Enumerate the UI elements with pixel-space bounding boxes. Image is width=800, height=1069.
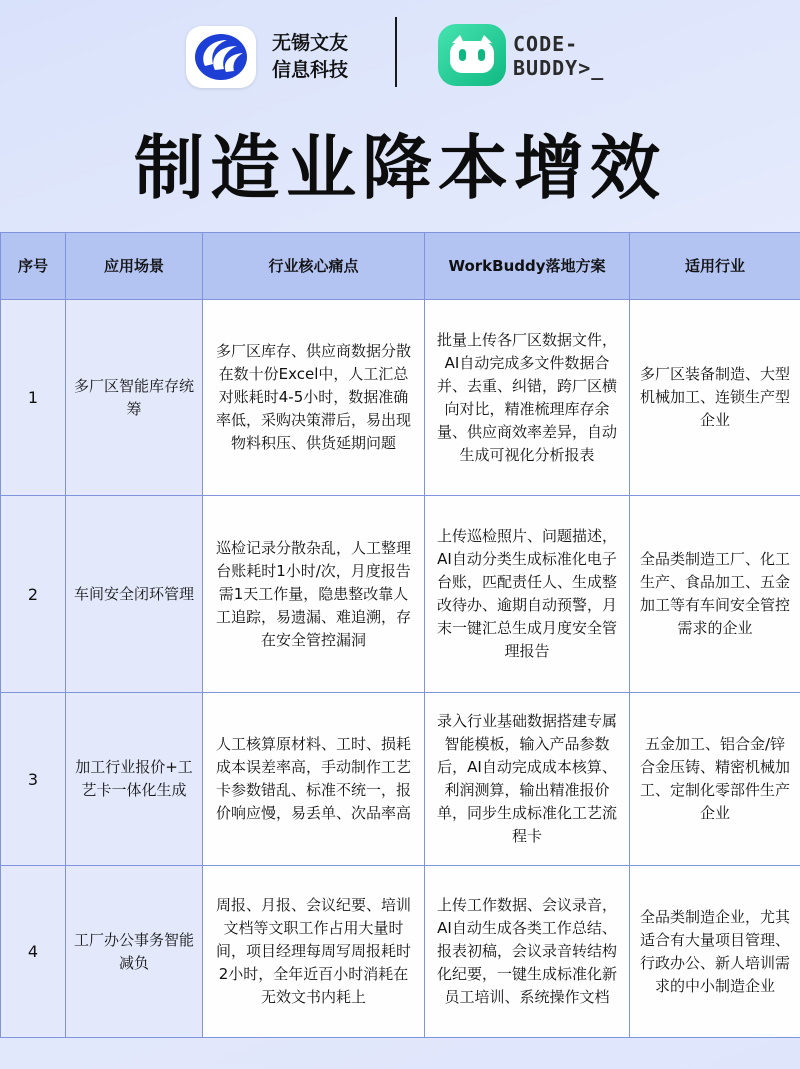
swirl-logo-icon: [193, 32, 249, 82]
row-index: 4: [1, 866, 66, 1038]
codebuddy-logo: [438, 24, 506, 86]
row-scene: 车间安全闭环管理: [66, 496, 203, 693]
logo-bar: [0, 0, 800, 110]
company-name-line-1: 无锡文友: [272, 32, 349, 54]
column-header-scene: 应用场景: [66, 233, 203, 300]
table-row: [1, 866, 800, 1038]
row-solution: 录入行业基础数据搭建专属智能模板，输入产品参数后，AI自动完成成本核算、利润测算，输出精准报价单，同步生成标准化工艺流程卡: [425, 693, 630, 866]
row-industry: 全品类制造企业，尤其适合有大量项目管理、行政办公、新人培训需求的中小制造企业: [630, 866, 800, 1038]
row-solution: 上传工作数据、会议录音，AI自动生成各类工作总结、报表初稿，会议录音转结构化纪要，一键生成标准化新员工培训、系统操作文档: [425, 866, 630, 1038]
table-row: [1, 496, 800, 693]
wuxi-wenyou-logo: [186, 26, 256, 88]
row-industry: 多厂区装备制造、大型机械加工、连锁生产型企业: [630, 300, 800, 496]
company-name-line-2: 信息科技: [272, 59, 349, 81]
codebuddy-brand-text: [513, 32, 623, 80]
column-header-solution: WorkBuddy落地方案: [425, 233, 630, 300]
row-solution: 批量上传各厂区数据文件，AI自动完成多文件数据合并、去重、纠错，跨厂区横向对比，精准梳理库存余量、供应商效率差异，自动生成可视化分析报表: [425, 300, 630, 496]
row-industry: 五金加工、铝合金/锌合金压铸、精密机械加工、定制化零部件生产企业: [630, 693, 800, 866]
column-header-industry: 适用行业: [630, 233, 800, 300]
row-pain-point: 巡检记录分散杂乱，人工整理台账耗时1小时/次，月度报告需1天工作量，隐患整改靠人工追踪，易遗漏、难追溯，存在安全管控漏洞: [203, 496, 425, 693]
row-pain-point: 人工核算原材料、工时、损耗成本误差率高，手动制作工艺卡参数错乱、标准不统一，报价响应慢，易丢单、次品率高: [203, 693, 425, 866]
brand-text-line-1: CODE-: [513, 32, 579, 56]
table-header-row: [1, 233, 800, 300]
row-pain-point: 多厂区库存、供应商数据分散在数十份Excel中，人工汇总对账耗时4-5小时，数据准确率低，采购决策滞后，易出现物料积压、供货延期问题: [203, 300, 425, 496]
row-scene: 工厂办公事务智能减负: [66, 866, 203, 1038]
column-header-pain: 行业核心痛点: [203, 233, 425, 300]
row-solution: 上传巡检照片、问题描述，AI自动分类生成标准化电子台账，匹配责任人、生成整改待办、逾期自动预警，月末一键汇总生成月度安全管理报告: [425, 496, 630, 693]
row-scene: 多厂区智能库存统筹: [66, 300, 203, 496]
brand-text-line-2: BUDDY>_: [513, 56, 605, 80]
row-index: 3: [1, 693, 66, 866]
row-scene: 加工行业报价+工艺卡一体化生成: [66, 693, 203, 866]
row-industry: 全品类制造工厂、化工生产、食品加工、五金加工等有车间安全管控需求的企业: [630, 496, 800, 693]
page-title: 制造业降本增效: [134, 127, 666, 209]
row-pain-point: 周报、月报、会议纪要、培训文档等文职工作占用大量时间，项目经理每周写周报耗时2小时，全年近百小时消耗在无效文书内耗上: [203, 866, 425, 1038]
company-name: [272, 30, 382, 84]
table-row: [1, 693, 800, 866]
column-header-index: 序号: [1, 233, 66, 300]
table-row: [1, 300, 800, 496]
solution-table: [0, 232, 800, 1038]
row-index: 1: [1, 300, 66, 496]
robot-face-icon: [446, 33, 498, 77]
logo-divider: [395, 17, 397, 87]
row-index: 2: [1, 496, 66, 693]
